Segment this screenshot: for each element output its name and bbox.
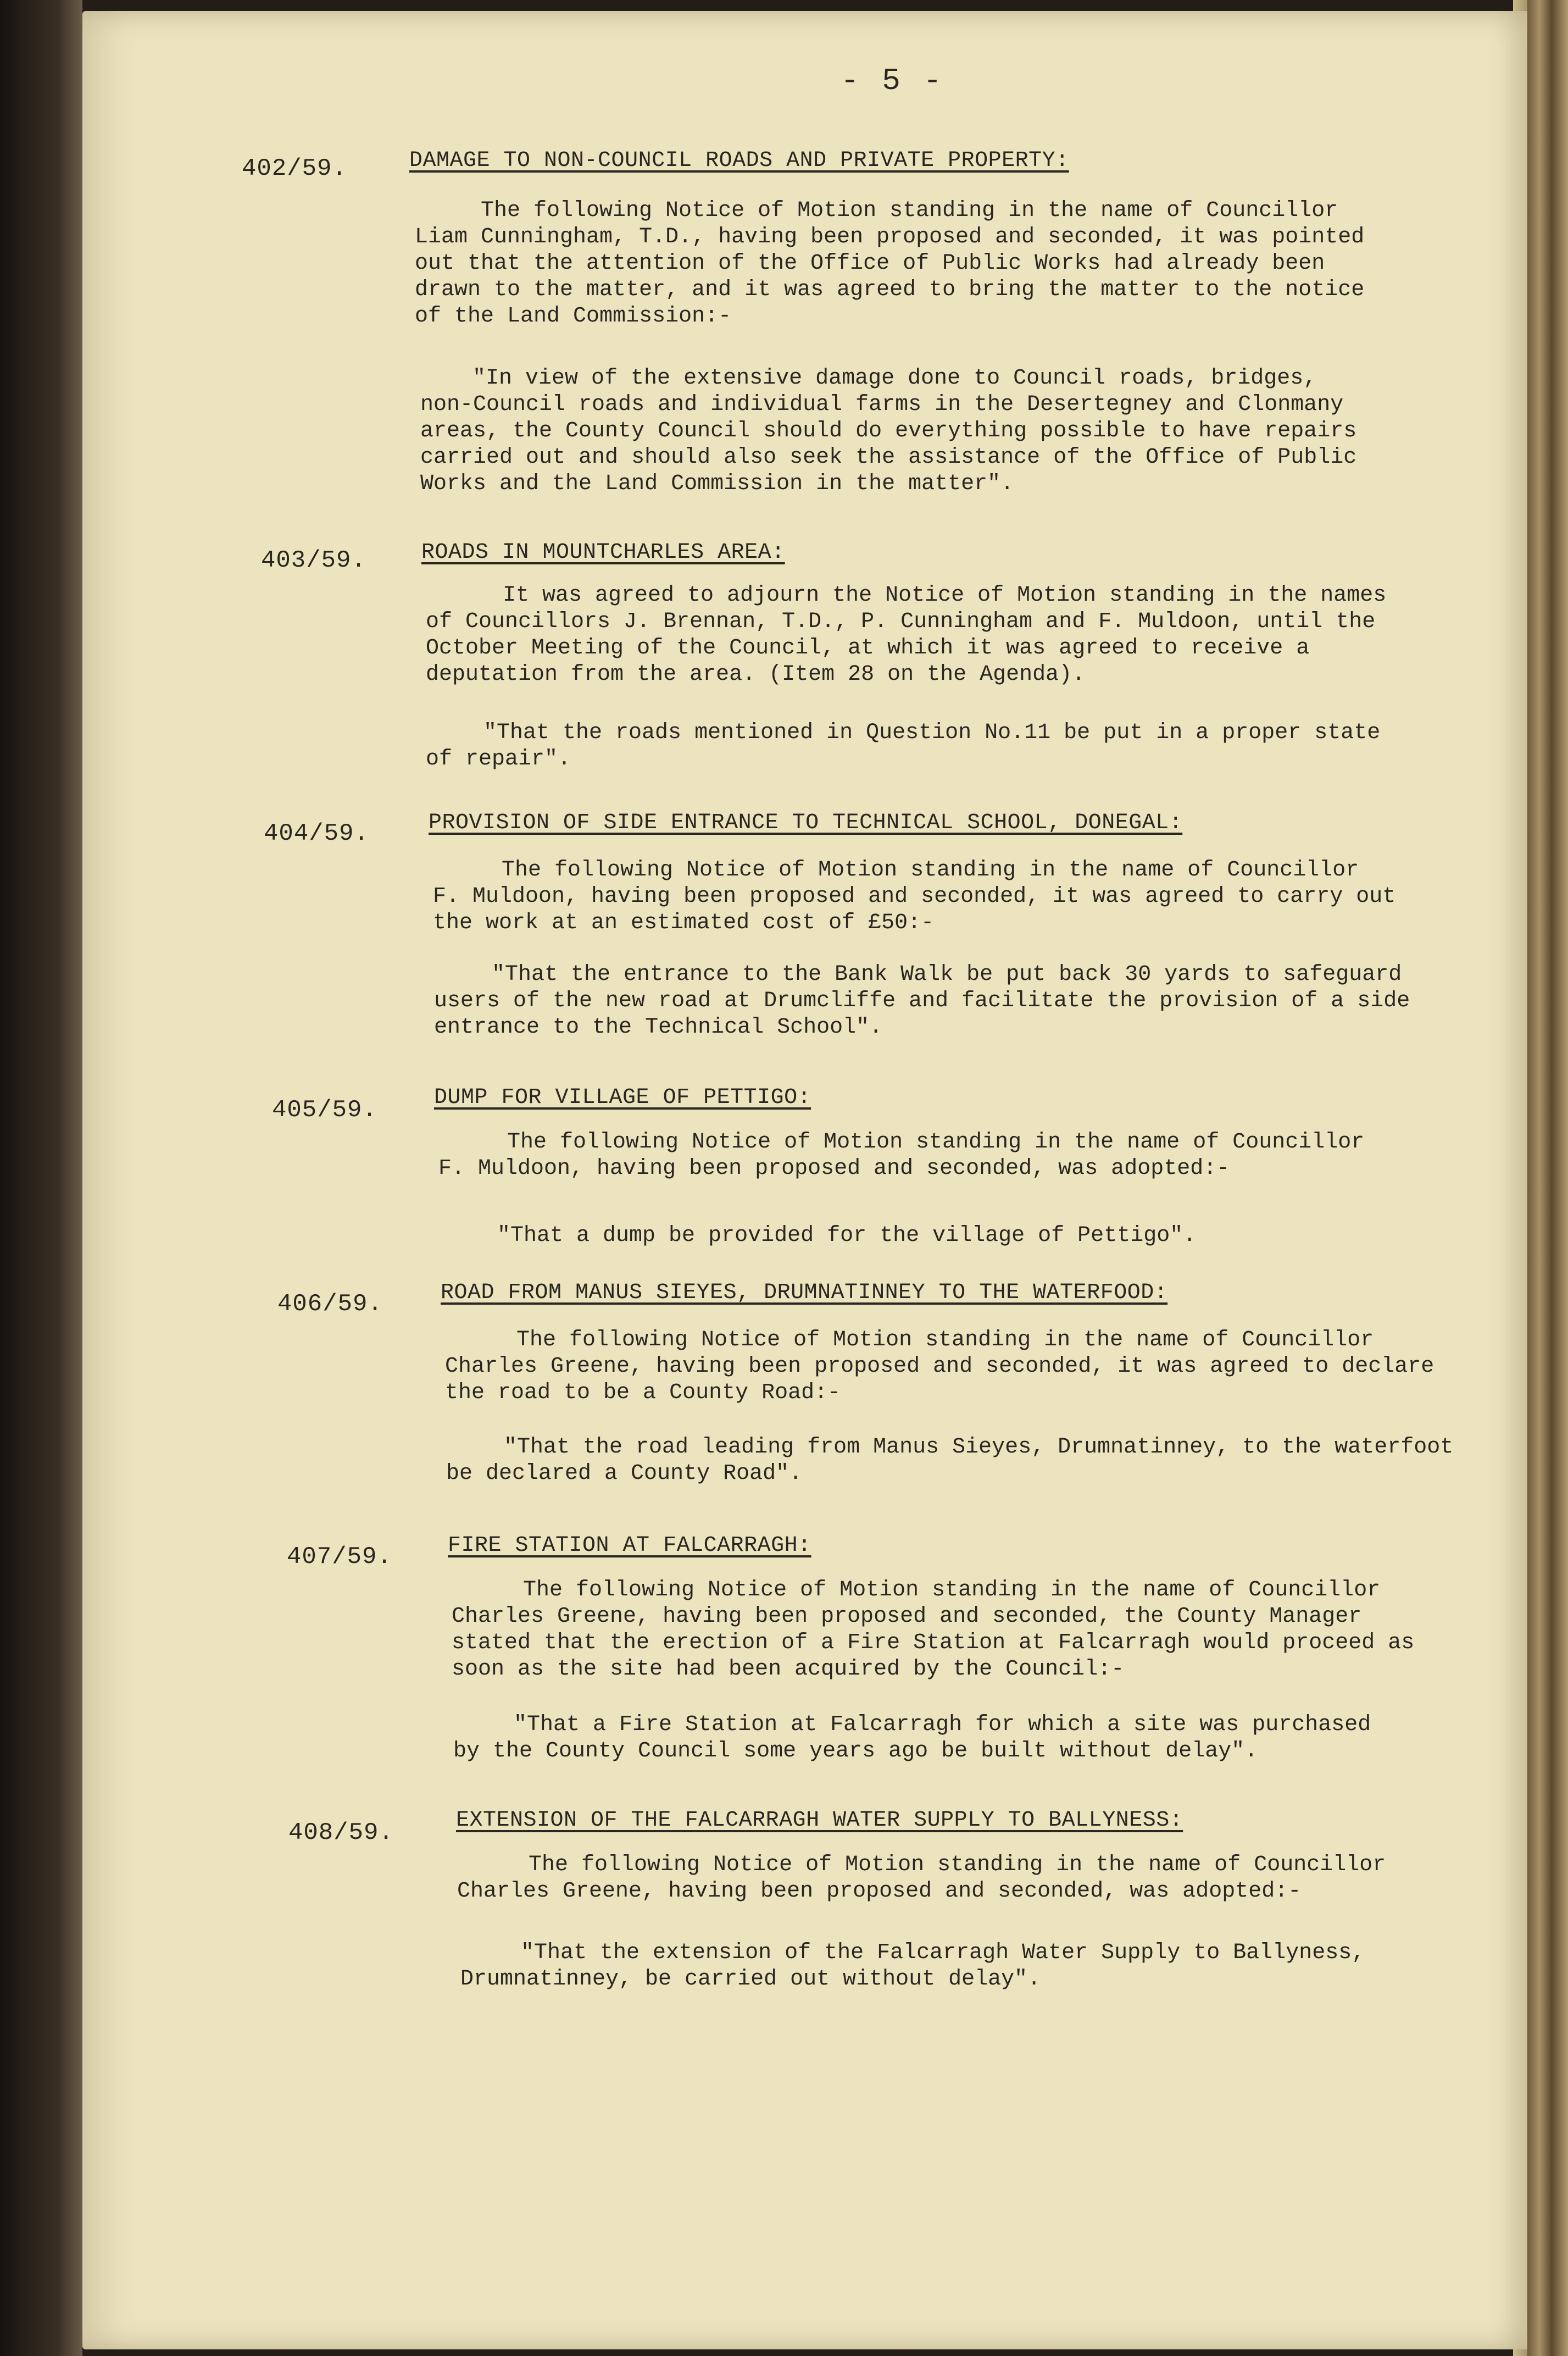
motion-text: "That the entrance to the Bank Walk be put back 30 yards to safeguard users of the new road at Drumcliffe and facilitate the provision of a side entrance to the Technical School".: [434, 962, 1410, 1040]
motion-text: "That the road leading from Manus Sieyes, Drumnatinney, to the waterfoot be declared a County Road".: [446, 1435, 1454, 1486]
minute-heading: ROAD FROM MANUS SIEYES, DRUMNATINNEY TO THE WATERFOOD:: [441, 1280, 1168, 1305]
motion-text: "In view of the extensive damage done to Council roads, bridges, non-Council roads and individual farms in the Desertegney and Clonmany areas, the County Council should do everything possible to have repairs carried out and should also seek the assistance of the Office of Public Works and the Land Commission in the matter".: [420, 366, 1357, 496]
page-gutter-shadow: [0, 0, 82, 2356]
motion-text: "That a dump be provided for the village of Pettigo".: [497, 1223, 1197, 1248]
minute-heading: FIRE STATION AT FALCARRAGH:: [448, 1533, 811, 1558]
minute-paragraph: It was agreed to adjourn the Notice of Motion standing in the names of Councillors J. Brennan, T.D., P. Cunningham and F. Muldoon, until the October Meeting of the Council, at which it was agreed to receive a deputation from the area. (Item 28 on the Agenda).: [426, 583, 1387, 687]
minute-number: 405/59.: [272, 1096, 377, 1124]
minute-number: 408/59.: [288, 1819, 394, 1847]
minute-paragraph: The following Notice of Motion standing in the name of Councillor Charles Greene, having been proposed and seconded, the County Manager stated that the erection of a Fire Station at Falcarragh would proceed as soon as the site had been acquired by the Council:-: [452, 1578, 1415, 1682]
minute-number: 402/59.: [242, 155, 347, 182]
minute-heading: PROVISION OF SIDE ENTRANCE TO TECHNICAL SCHOOL, DONEGAL:: [429, 811, 1183, 835]
minute-paragraph: The following Notice of Motion standing in the name of Councillor Charles Greene, having been proposed and seconded, it was agreed to declare the road to be a County Road:-: [445, 1328, 1434, 1405]
minute-number: 404/59.: [264, 820, 369, 847]
minute-number: 406/59.: [277, 1290, 383, 1318]
motion-text: "That the roads mentioned in Question No.11 be put in a proper state of repair".: [426, 720, 1381, 772]
motion-text: "That the extension of the Falcarragh Water Supply to Ballyness, Drumnatinney, be carried out without delay".: [460, 1941, 1365, 1992]
minute-paragraph: The following Notice of Motion standing in the name of Councillor Liam Cunningham, T.D., having been proposed and seconded, it was pointed out that the attention of the Office of Public Works had already been drawn to the matter, and it was agreed to bring the matter to the notice of the Land Commission:-: [415, 198, 1365, 329]
document-page: [82, 11, 1527, 2349]
minute-paragraph: The following Notice of Motion standing in the name of Councillor Charles Greene, having been proposed and seconded, was adopted:-: [457, 1853, 1386, 1904]
minute-number: 403/59.: [261, 547, 366, 574]
minute-paragraph: The following Notice of Motion standing in the name of Councillor F. Muldoon, having been proposed and seconded, was adopted:-: [438, 1130, 1365, 1181]
motion-text: "That a Fire Station at Falcarragh for which a site was purchased by the County Council some years ago be built without delay".: [453, 1712, 1371, 1764]
minute-heading: DUMP FOR VILLAGE OF PETTIGO:: [434, 1085, 811, 1110]
minute-number: 407/59.: [287, 1543, 392, 1571]
page-number: - 5 -: [841, 63, 944, 98]
book-binding: [1527, 0, 1568, 2356]
minute-heading: DAMAGE TO NON-COUNCIL ROADS AND PRIVATE PROPERTY:: [409, 148, 1069, 173]
minute-heading: EXTENSION OF THE FALCARRAGH WATER SUPPLY TO BALLYNESS:: [456, 1808, 1183, 1833]
minute-paragraph: The following Notice of Motion standing in the name of Councillor F. Muldoon, having been proposed and seconded, it was agreed to carry out the work at an estimated cost of £50:-: [433, 858, 1396, 935]
minute-heading: ROADS IN MOUNTCHARLES AREA:: [421, 540, 785, 565]
